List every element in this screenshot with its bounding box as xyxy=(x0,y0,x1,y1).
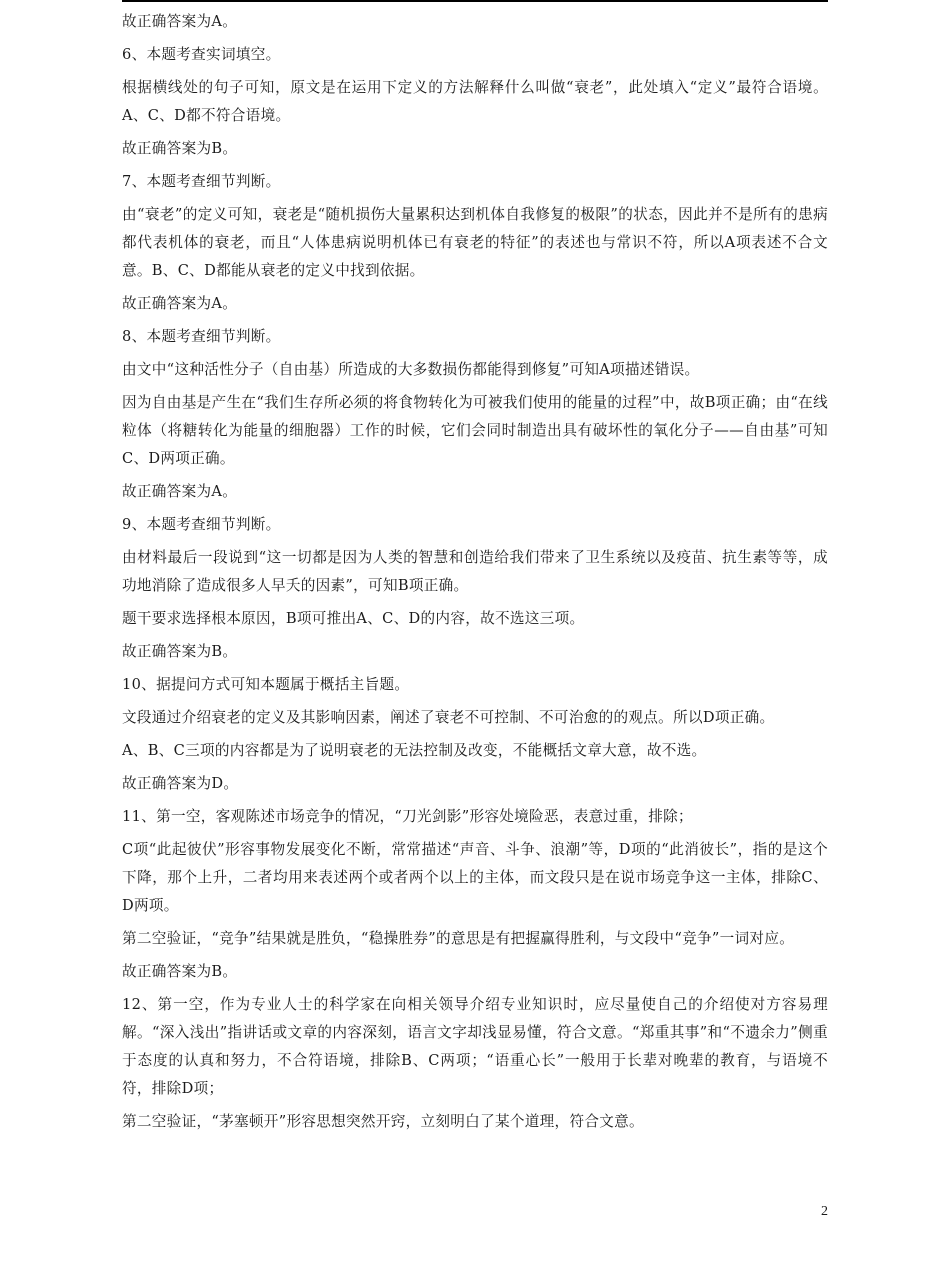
answer-line: 故正确答案为A。 xyxy=(122,295,238,312)
explanation-paragraph: 文段通过介绍衰老的定义及其影响因素，阐述了衰老不可控制、不可治愈的的观点。所以D项正确。 xyxy=(122,709,775,726)
explanation-paragraph: 由“衰老”的定义可知，衰老是“随机损伤大量累积达到机体自我修复的极限”的状态，因此并不是所有的患病都代表机体的衰老，而且“人体患病说明机体已有衰老的特征”的表述也与常识不符，所以A项表述不合文意。B、C、D都能从衰老的定义中找到依据。 xyxy=(122,206,828,279)
question-heading: 12、第一空，作为专业人士的科学家在向相关领导介绍专业知识时，应尽量使自己的介绍使对方容易理解。“深入浅出”指讲话或文章的内容深刻，语言文字却浅显易懂，符合文意。“郑重其事”和“不遗余力”侧重于态度的认真和努力，不合符语境，排除B、C两项；“语重心长”一般用于长辈对晚辈的教育，与语境不符，排除D项； xyxy=(122,996,828,1097)
explanation-paragraph: 题干要求选择根本原因，B项可推出A、C、D的内容，故不选这三项。 xyxy=(122,610,585,627)
explanation-paragraph: 根据横线处的句子可知，原文是在运用下定义的方法解释什么叫做“衰老”，此处填入“定义”最符合语境。A、C、D都不符合语境。 xyxy=(122,79,828,124)
question-heading: 7、本题考查细节判断。 xyxy=(122,173,281,190)
answer-line: 故正确答案为A。 xyxy=(122,13,238,30)
answer-line: 故正确答案为A。 xyxy=(122,483,238,500)
question-heading: 8、本题考查细节判断。 xyxy=(122,328,281,345)
explanation-paragraph: A、B、C三项的内容都是为了说明衰老的无法控制及改变，不能概括文章大意，故不选。 xyxy=(122,742,707,759)
question-heading: 10、据提问方式可知本题属于概括主旨题。 xyxy=(122,676,410,693)
answer-line: 故正确答案为B。 xyxy=(122,140,238,157)
question-heading: 6、本题考查实词填空。 xyxy=(122,46,281,63)
document-body xyxy=(122,8,828,1141)
answer-line: 故正确答案为B。 xyxy=(122,643,238,660)
question-heading: 9、本题考查细节判断。 xyxy=(122,516,281,533)
explanation-paragraph: C项“此起彼伏”形容事物发展变化不断，常常描述“声音、斗争、浪潮”等，D项的“此消彼长”，指的是这个下降，那个上升，二者均用来表述两个或者两个以上的主体，而文段只是在说市场竞争这一主体，排除C、D两项。 xyxy=(122,841,828,914)
explanation-paragraph: 由材料最后一段说到“这一切都是因为人类的智慧和创造给我们带来了卫生系统以及疫苗、抗生素等等，成功地消除了造成很多人早夭的因素”，可知B项正确。 xyxy=(122,549,828,594)
answer-line: 故正确答案为D。 xyxy=(122,775,239,792)
explanation-paragraph: 由文中“这种活性分子（自由基）所造成的大多数损伤都能得到修复”可知A项描述错误。 xyxy=(122,361,700,378)
answer-line: 故正确答案为B。 xyxy=(122,963,238,980)
explanation-paragraph: 因为自由基是产生在“我们生存所必须的将食物转化为可被我们使用的能量的过程”中，故B项正确；由“在线粒体（将糖转化为能量的细胞器）工作的时候，它们会同时制造出具有破坏性的氧化分子——自由基”可知C、D两项正确。 xyxy=(122,394,828,467)
question-heading: 11、第一空，客观陈述市场竞争的情况，“刀光剑影”形容处境险恶，表意过重，排除； xyxy=(122,808,693,825)
top-rule xyxy=(122,0,828,2)
explanation-paragraph: 第二空验证，“茅塞顿开”形容思想突然开窍，立刻明白了某个道理，符合文意。 xyxy=(122,1113,644,1130)
page-number: 2 xyxy=(821,1204,828,1219)
explanation-paragraph: 第二空验证，“竞争”结果就是胜负，“稳操胜券”的意思是有把握赢得胜利，与文段中“竞争”一词对应。 xyxy=(122,930,795,947)
